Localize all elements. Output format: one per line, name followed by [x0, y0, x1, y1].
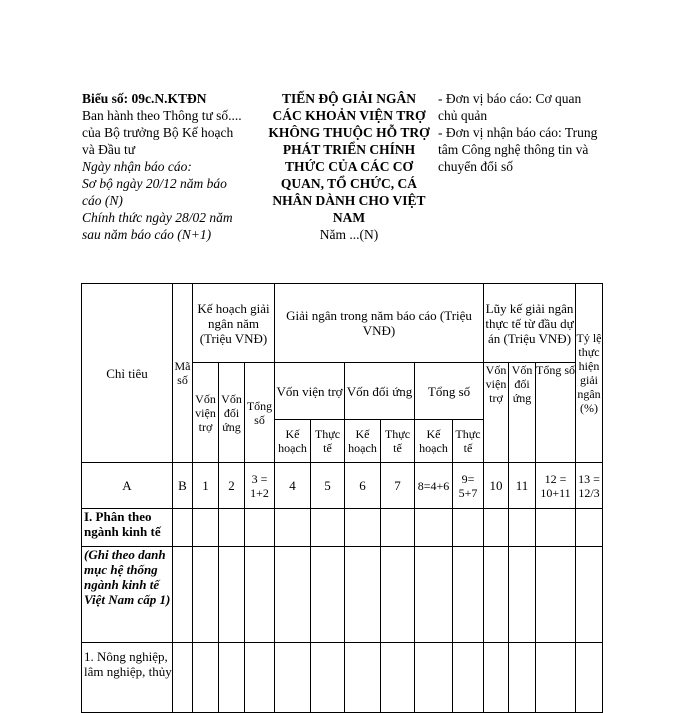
col-id-8: 8=4+6: [415, 463, 453, 509]
receive-date-label: Ngày nhận báo cáo:: [82, 159, 192, 174]
header-plan: Kế hoạch giải ngân năm (Triệu VNĐ): [193, 284, 275, 363]
official-date-2: sau năm báo cáo (N+1): [82, 227, 212, 242]
form-number: Biểu số: 09c.N.KTĐN: [82, 91, 207, 106]
header-plan-counterpart: Vốn đối ứng: [219, 363, 245, 463]
col-id-7: 7: [381, 463, 415, 509]
official-date-1: Chính thức ngày 28/02 năm: [82, 210, 233, 225]
disbursement-table: [81, 283, 603, 713]
header-total-plan: Kế hoạch: [415, 420, 453, 463]
header-disb-aid: Vốn viện trợ: [275, 363, 345, 420]
header-indicator: Chỉ tiêu: [82, 284, 173, 463]
header-counter-actual: Thực tế: [381, 420, 415, 463]
col-id-11: 11: [509, 463, 536, 509]
col-id-a: A: [82, 463, 173, 509]
title-line-3: KHÔNG THUỘC HỖ TRỢ: [268, 125, 430, 140]
header-cumulative: Lũy kế giải ngân thực tế từ đầu dự án (Triệu VNĐ): [484, 284, 576, 363]
report-year: Năm ...(N): [319, 227, 379, 242]
receiving-unit-1: - Đơn vị nhận báo cáo: Trung: [438, 125, 598, 140]
header-aid-actual: Thực tế: [311, 420, 345, 463]
header-rate: Tỷ lệ thực hiện giải ngân (%): [576, 284, 603, 463]
title-line-4: PHÁT TRIỂN CHÍNH: [282, 142, 416, 157]
col-id-13: 13 = 12/3: [576, 463, 603, 509]
header-cum-aid: Vốn viện trợ: [484, 363, 509, 463]
col-id-4: 4: [275, 463, 311, 509]
table-row: [82, 547, 603, 643]
reporting-unit-1: - Đơn vị báo cáo: Cơ quan: [438, 91, 582, 106]
table-row: [82, 643, 603, 713]
header-disbursement: Giải ngân trong năm báo cáo (Triệu VNĐ): [275, 284, 484, 363]
col-id-6: 6: [345, 463, 381, 509]
col-id-5: 5: [311, 463, 345, 509]
header-plan-total: Tổng số: [245, 363, 275, 463]
header-cum-total: Tổng số: [536, 363, 576, 463]
col-id-1: 1: [193, 463, 219, 509]
title-line-5: THỨC CỦA CÁC CƠ: [284, 159, 414, 174]
title-line-8: NAM: [332, 210, 366, 225]
header-code: Mã số: [173, 284, 193, 463]
title-line-6: QUAN, TỔ CHỨC, CÁ: [280, 176, 418, 191]
header-aid-plan: Kế hoạch: [275, 420, 311, 463]
issued-line-3: và Đầu tư: [82, 142, 136, 157]
row-label: (Ghi theo danh mục hệ thống ngành kinh tế Việt Nam cấp 1): [82, 547, 173, 643]
title-line-2: CÁC KHOẢN VIỆN TRỢ: [272, 108, 426, 123]
prelim-date-1: Sơ bộ ngày 20/12 năm báo: [82, 176, 227, 191]
table-row: [82, 509, 603, 547]
col-id-b: B: [173, 463, 193, 509]
col-id-9: 9= 5+7: [453, 463, 484, 509]
header-total-actual: Thực tế: [453, 420, 484, 463]
header-disb-total: Tổng số: [415, 363, 484, 420]
title-line-1: TIẾN ĐỘ GIẢI NGÂN: [282, 91, 416, 106]
title-line-7: NHÂN DÀNH CHO VIỆT: [272, 193, 426, 208]
row-label: 1. Nông nghiệp, lâm nghiệp, thủy: [82, 643, 173, 713]
issued-line-1: Ban hành theo Thông tư số....: [82, 108, 242, 123]
col-id-12: 12 = 10+11: [536, 463, 576, 509]
col-id-2: 2: [219, 463, 245, 509]
receiving-unit-2: tâm Công nghệ thông tin và: [438, 142, 589, 157]
row-label: I. Phân theo ngành kinh tế: [82, 509, 173, 547]
reporting-unit-2: chủ quản: [438, 108, 488, 123]
prelim-date-2: cáo (N): [82, 193, 123, 208]
header-cum-counterpart: Vốn đối ứng: [509, 363, 536, 463]
header-counter-plan: Kế hoạch: [345, 420, 381, 463]
col-id-10: 10: [484, 463, 509, 509]
header-disb-counterpart: Vốn đối ứng: [345, 363, 415, 420]
receiving-unit-3: chuyển đổi số: [438, 159, 513, 174]
col-id-3: 3 = 1+2: [245, 463, 275, 509]
report-form-info: [82, 90, 260, 243]
header-plan-aid: Vốn viện trợ: [193, 363, 219, 463]
report-units: [438, 90, 628, 175]
report-title: [258, 90, 440, 243]
issued-line-2: của Bộ trưởng Bộ Kế hoạch: [82, 125, 234, 140]
